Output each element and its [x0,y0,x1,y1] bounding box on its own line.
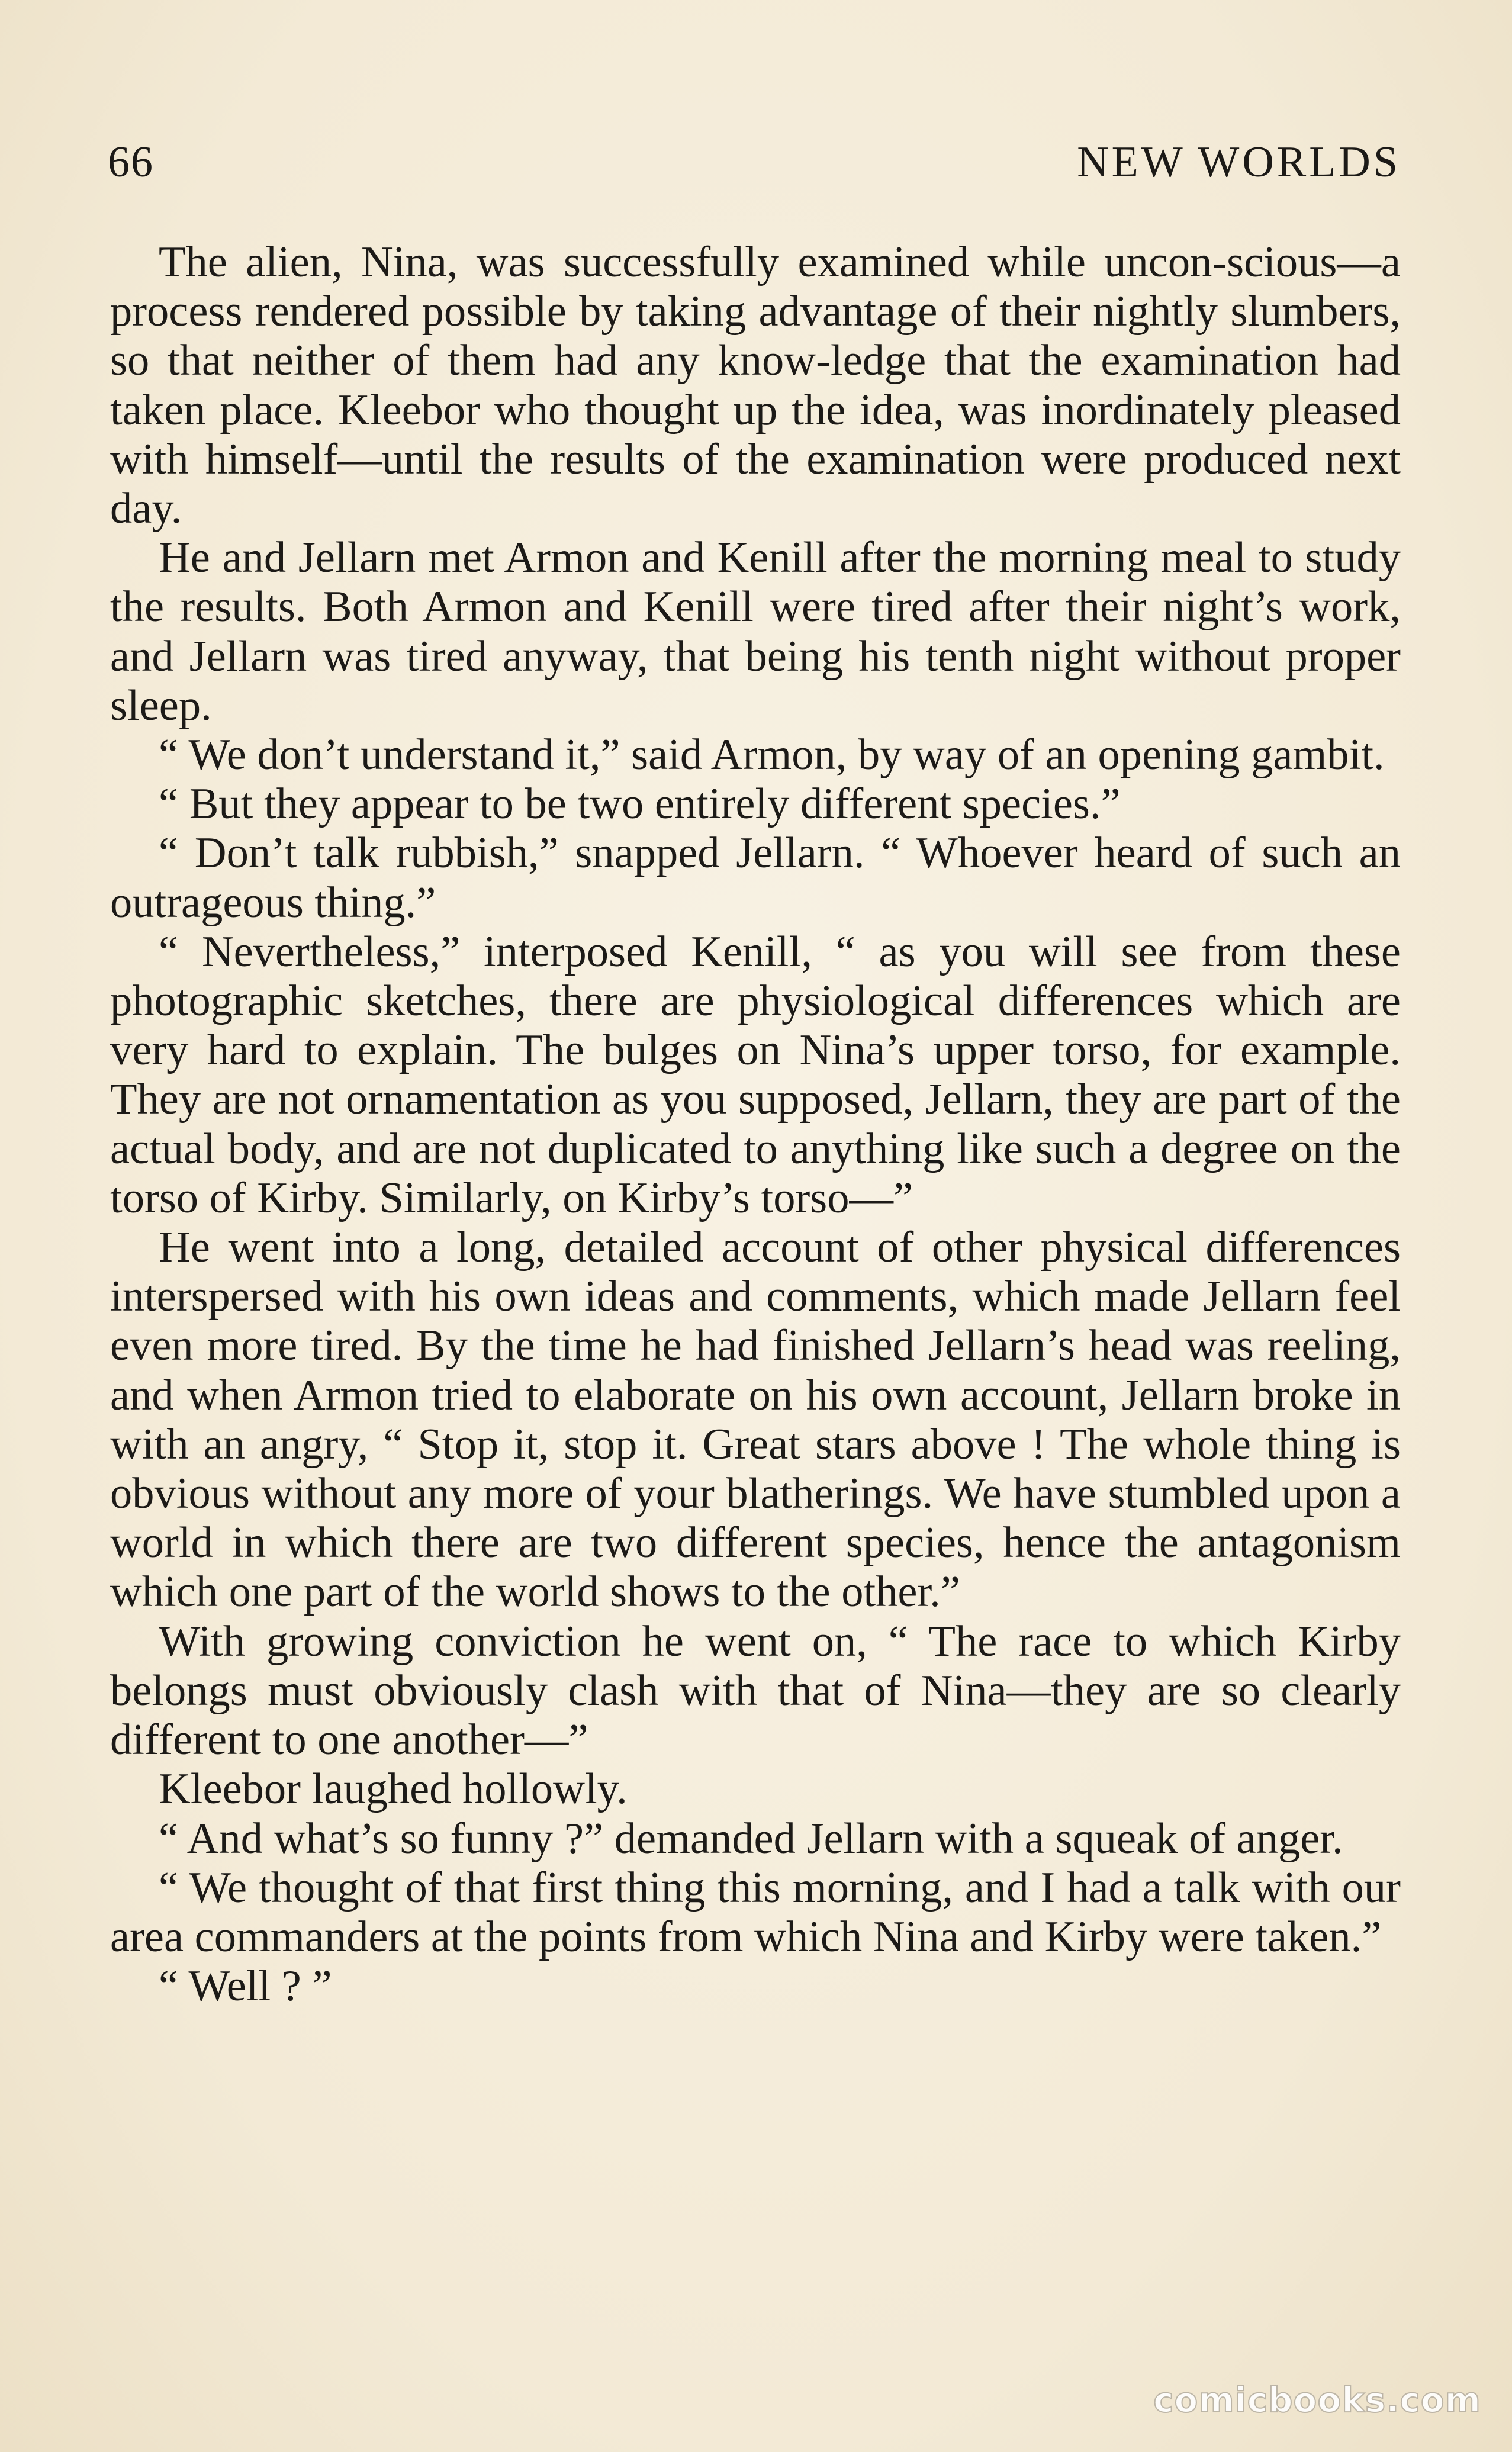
page-header [108,137,1401,191]
page-number: 66 [108,138,154,186]
running-head: NEW WORLDS [1077,138,1401,186]
paragraph: “ Well ? ” [159,1962,332,2011]
paragraph: He and Jellarn met Armon and Kenill after the morning meal to study the results. Both Armon and Kenill were tired after their night’s work, and Jellarn was tired anyway, that being his tenth night without proper sleep. [110,533,1401,730]
paragraph: The alien, Nina, was successfully examined while uncon-scious—a process rendered possible by taking advantage of their nightly slumbers, so that neither of them had any know-ledge that the examination had taken place. Kleebor who thought up the idea, was inordinately pleased with himself—until the results of the examination were produced next day. [110,238,1401,533]
paragraph: “ We don’t understand it,” said Armon, by way of an opening gambit. [159,731,1385,780]
paragraph: “ Nevertheless,” interposed Kenill, “ as you will see from these photographic sketches, there are physiological differences which are very hard to explain. The bulges on Nina’s upper torso, for example. They are not ornamentation as you supposed, Jellarn, they are part of the actual body, and are not duplicated to anything like such a degree on the torso of Kirby. Similarly, on Kirby’s torso—” [110,927,1401,1222]
paragraph: He went into a long, detailed account of other physical differences interspersed with his own ideas and comments, which made Jellarn feel even more tired. By the time he had finished Jellarn’s head was reeling, and when Armon tried to elaborate on his own account, Jellarn broke in with an angry, “ Stop it, stop it. Great stars above ! The whole thing is obvious without any more of your blatherings. We have stumbled upon a world in which there are two different species, hence the antagonism which one part of the world shows to the other.” [110,1223,1401,1617]
paragraph: “ Don’t talk rubbish,” snapped Jellarn. “ Whoever heard of such an outrageous thing.” [110,829,1401,927]
paragraph: Kleebor laughed hollowly. [159,1765,628,1814]
body-text [110,238,1401,2011]
paragraph: “ But they appear to be two entirely different species.” [159,780,1121,829]
watermark: comicbooks.com [1153,2380,1481,2420]
paragraph: “ We thought of that first thing this morning, and I had a talk with our area commanders at the points from which Nina and Kirby were taken.” [110,1863,1401,1961]
paragraph: “ And what’s so funny ?” demanded Jellarn with a squeak of anger. [159,1814,1343,1863]
paragraph: With growing conviction he went on, “ The race to which Kirby belongs must obviously clash with that of Nina—they are so clearly different to one another—” [110,1617,1401,1765]
